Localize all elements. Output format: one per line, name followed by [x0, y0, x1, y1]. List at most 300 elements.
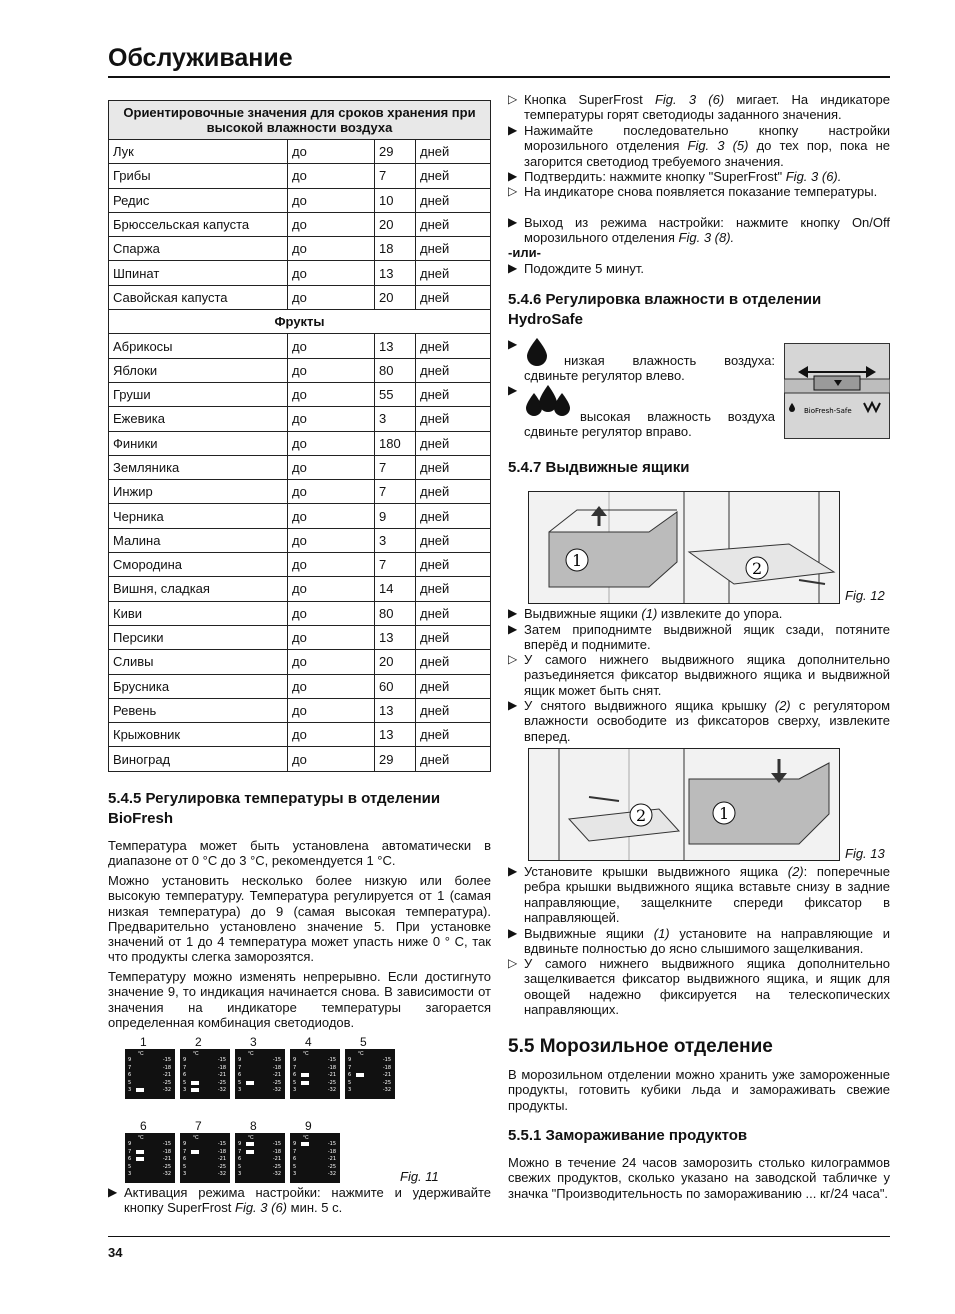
led-lit — [191, 1088, 199, 1092]
table-row — [109, 674, 491, 698]
led-lit — [301, 1142, 309, 1146]
action-marker: ▶ — [108, 1185, 118, 1199]
drawer-removal-figure — [528, 491, 840, 604]
scale-right-label: -15 — [327, 1141, 336, 1147]
table-cell: до — [288, 528, 375, 552]
list-item: ▷ Кнопка SuperFrost Fig. 3 (6) мигает. На индикаторе температуры горят светодиоды заданного значения. — [508, 92, 890, 123]
table-cell: до — [288, 601, 375, 625]
scale-right-label: -25 — [382, 1079, 391, 1086]
led-indicator-panel — [180, 1133, 230, 1183]
scale-right-label: -32 — [382, 1087, 391, 1093]
table-cell: до — [288, 723, 375, 747]
table-cell: Крыжовник — [109, 723, 288, 747]
scale-right-label: -25 — [217, 1079, 226, 1086]
table-cell: 7 — [375, 455, 416, 479]
table-row — [109, 504, 491, 528]
scale-left-label: 7 — [183, 1148, 187, 1155]
unit-label: °C — [248, 1051, 254, 1057]
figure-caption: Fig. 12 — [845, 588, 885, 603]
scale-left-label: 3 — [238, 1171, 242, 1177]
callout-1: 1 — [572, 551, 583, 570]
indicator-label: 2 — [195, 1035, 202, 1049]
scale-right-label: -25 — [162, 1079, 171, 1086]
scale-right-label: -32 — [327, 1171, 336, 1177]
led-lit — [246, 1150, 254, 1154]
scale-right-label: -18 — [162, 1064, 171, 1071]
table-cell: до — [288, 237, 375, 261]
led-indicator-panel — [125, 1133, 175, 1183]
table-row — [109, 455, 491, 479]
table-cell: Брусника — [109, 674, 288, 698]
table-cell: Вишня, сладкая — [109, 577, 288, 601]
table-row — [109, 553, 491, 577]
scale-left-label: 6 — [238, 1072, 242, 1078]
table-cell: Виноград — [109, 747, 288, 771]
table-row — [109, 601, 491, 625]
scale-right-label: -15 — [327, 1057, 336, 1063]
table-cell: 180 — [375, 431, 416, 455]
scale-left-label: 7 — [348, 1064, 352, 1071]
table-cell: 60 — [375, 674, 416, 698]
table-cell: 14 — [375, 577, 416, 601]
scale-left-label: 6 — [348, 1072, 352, 1078]
result-marker: ▷ — [508, 956, 518, 970]
table-cell: Земляника — [109, 455, 288, 479]
list-item: ▷ У самого нижнего выдвижного ящика дополнительно разъединяется фиксатор выдвижного ящика и выдвижной ящик может быть снят. — [508, 652, 890, 698]
or-text: -или- — [508, 245, 541, 260]
indicator-label: 9 — [305, 1119, 312, 1133]
table-cell: Ревень — [109, 698, 288, 722]
scale-right-label: -25 — [327, 1163, 336, 1170]
top-rule — [108, 76, 890, 78]
scale-right-label: -21 — [272, 1156, 281, 1162]
scale-right-label: -32 — [162, 1087, 171, 1093]
table-cell: до — [288, 625, 375, 649]
led-lit — [191, 1150, 199, 1154]
table-row — [109, 237, 491, 261]
scale-left-label: 3 — [183, 1171, 187, 1177]
scale-right-label: -25 — [327, 1079, 336, 1086]
unit-label: °C — [358, 1051, 364, 1057]
table-cell: дней — [416, 625, 491, 649]
action-marker: ▶ — [508, 864, 518, 878]
scale-left-label: 5 — [293, 1079, 297, 1086]
table-cell: 3 — [375, 407, 416, 431]
scale-left-label: 7 — [183, 1064, 187, 1071]
table-cell: дней — [416, 504, 491, 528]
scale-right-label: -32 — [162, 1171, 171, 1177]
table-row — [109, 285, 491, 309]
paragraph: Температура может быть установлена автоматически в диапазоне от 0 °C до 3 °C, рекомендуется 1 °C. — [108, 838, 491, 869]
table-cell: дней — [416, 650, 491, 674]
scale-left-label: 7 — [293, 1148, 297, 1155]
table-cell: 3 — [375, 528, 416, 552]
table-row — [109, 334, 491, 358]
table-cell: до — [288, 504, 375, 528]
scale-left-label: 6 — [128, 1072, 132, 1078]
scale-left-label: 9 — [238, 1141, 242, 1147]
scale-right-label: -25 — [162, 1163, 171, 1170]
low-humidity-text: низкая влажность воздуха: сдвиньте регулятор влево. — [524, 353, 775, 384]
table-row — [109, 407, 491, 431]
table-cell: Черника — [109, 504, 288, 528]
result-marker: ▷ — [508, 652, 518, 666]
table-cell: до — [288, 261, 375, 285]
action-marker: ▶ — [508, 698, 518, 712]
indicator-label: 5 — [360, 1035, 367, 1049]
table-cell: 13 — [375, 723, 416, 747]
table-cell: 20 — [375, 212, 416, 236]
unit-label: °C — [303, 1051, 309, 1057]
table-cell: дней — [416, 164, 491, 188]
paragraph: Можно в течение 24 часов заморозить столько килограммов свежих продуктов, сколько указано на заводской табличке у значка "Производительность по замораживанию ... кг/24 часа". — [508, 1155, 890, 1201]
table-row — [109, 188, 491, 212]
table-cell: дней — [416, 698, 491, 722]
scale-left-label: 9 — [348, 1057, 352, 1063]
scale-left-label: 7 — [128, 1148, 132, 1155]
table-cell: до — [288, 480, 375, 504]
scale-right-label: -21 — [382, 1072, 391, 1078]
scale-left-label: 9 — [128, 1141, 132, 1147]
list-item: ▷ На индикаторе снова появляется показание температуры. — [508, 184, 878, 199]
led-lit — [191, 1081, 199, 1085]
list-item: ▶ Активация режима настройки: нажмите и удерживайте кнопку SuperFrost Fig. 3 (6) мин. 5 с. — [108, 1185, 491, 1216]
table-cell: дней — [416, 747, 491, 771]
slider-label: BioFresh-Safe — [804, 407, 852, 415]
scale-right-label: -32 — [327, 1087, 336, 1093]
table-cell: до — [288, 285, 375, 309]
scale-left-label: 5 — [238, 1163, 242, 1170]
scale-right-label: -15 — [382, 1057, 391, 1063]
table-cell: до — [288, 407, 375, 431]
table-cell: дней — [416, 577, 491, 601]
indicator-label: 8 — [250, 1119, 257, 1133]
table-cell: Инжир — [109, 480, 288, 504]
indicator-label: 3 — [250, 1035, 257, 1049]
list-item: ▶ Выход из режима настройки: нажмите кнопку On/Off морозильного отделения Fig. 3 (8). — [508, 215, 890, 246]
scale-left-label: 7 — [293, 1064, 297, 1071]
scale-left-label: 3 — [128, 1171, 132, 1177]
fruit-section-header: Фрукты — [109, 310, 491, 334]
scale-right-label: -18 — [217, 1064, 226, 1071]
table-cell: дней — [416, 358, 491, 382]
action-marker: ▶ — [508, 123, 518, 137]
table-cell: до — [288, 431, 375, 455]
action-marker: ▶ — [508, 606, 518, 620]
table-cell: дней — [416, 334, 491, 358]
scale-left-label: 3 — [293, 1171, 297, 1177]
table-cell: 13 — [375, 698, 416, 722]
table-row — [109, 747, 491, 771]
list-item: ▶ Подтвердить: нажмите кнопку "SuperFrost" Fig. 3 (6). — [508, 169, 842, 184]
led-lit — [136, 1150, 144, 1154]
table-cell: Киви — [109, 601, 288, 625]
scale-left-label: 3 — [183, 1087, 187, 1093]
scale-right-label: -25 — [272, 1079, 281, 1086]
led-lit — [356, 1073, 364, 1077]
scale-right-label: -21 — [327, 1156, 336, 1162]
table-cell: дней — [416, 431, 491, 455]
table-cell: до — [288, 577, 375, 601]
led-indicator-panel — [180, 1049, 230, 1099]
table-cell: до — [288, 164, 375, 188]
scale-right-label: -15 — [162, 1141, 171, 1147]
high-humidity-text: высокая влажность воздуха сдвиньте регулятор вправо. — [524, 409, 775, 440]
table-row — [109, 698, 491, 722]
table-cell: дней — [416, 723, 491, 747]
table-cell: Грибы — [109, 164, 288, 188]
scale-right-label: -18 — [272, 1148, 281, 1155]
table-cell: 20 — [375, 285, 416, 309]
scale-right-label: -15 — [217, 1057, 226, 1063]
led-lit — [301, 1073, 309, 1077]
scale-right-label: -21 — [327, 1072, 336, 1078]
table-cell: 10 — [375, 188, 416, 212]
heading-551: 5.5.1 Замораживание продуктов — [508, 1127, 748, 1144]
table-cell: Финики — [109, 431, 288, 455]
list-item: ▶ Нажимайте последовательно кнопку настройки морозильного отделения Fig. 3 (5) до тех пор, пока не загорится светодиод требуемого значения. — [508, 123, 891, 169]
action-marker: ▶ — [508, 261, 518, 275]
callout-2: 2 — [752, 559, 763, 578]
list-item: ▶ Выдвижные ящики (1) извлеките до упора. — [508, 606, 783, 621]
table-cell: Смородина — [109, 553, 288, 577]
table-cell: 80 — [375, 358, 416, 382]
list-item: ▶ Выдвижные ящики (1) установите на направляющие и вдвиньте полностью до ясно слышимого защелкивания. — [508, 926, 890, 957]
table-header: Ориентировочные значения для сроков хранения при высокой влажности воздуха — [109, 101, 491, 140]
table-cell: до — [288, 747, 375, 771]
figure-caption: Fig. 13 — [845, 846, 885, 861]
table-cell: Шпинат — [109, 261, 288, 285]
action-marker: ▶ — [508, 215, 518, 229]
unit-label: °C — [138, 1135, 144, 1141]
scale-right-label: -15 — [162, 1057, 171, 1063]
led-lit — [246, 1081, 254, 1085]
scale-right-label: -32 — [272, 1171, 281, 1177]
led-indicator-panel — [290, 1133, 340, 1183]
table-row — [109, 650, 491, 674]
callout-1: 1 — [719, 804, 730, 823]
table-cell: 7 — [375, 553, 416, 577]
table-cell: 80 — [375, 601, 416, 625]
action-marker: ▶ — [508, 169, 518, 183]
result-marker: ▷ — [508, 92, 518, 106]
heading-55: 5.5 Морозильное отделение — [508, 1036, 773, 1057]
scale-left-label: 6 — [238, 1156, 242, 1162]
table-cell: дней — [416, 674, 491, 698]
scale-right-label: -32 — [217, 1087, 226, 1093]
scale-left-label: 3 — [128, 1087, 132, 1093]
table-row — [109, 358, 491, 382]
action-marker: ▶ — [508, 622, 518, 636]
indicator-label: 6 — [140, 1119, 147, 1133]
unit-label: °C — [193, 1135, 199, 1141]
table-cell: дней — [416, 480, 491, 504]
table-cell: до — [288, 698, 375, 722]
scale-left-label: 5 — [238, 1079, 242, 1086]
heading-545: 5.4.5 Регулировка температуры в отделении BioFresh — [108, 790, 441, 827]
led-lit — [136, 1088, 144, 1092]
table-row — [109, 723, 491, 747]
heading-546: 5.4.6 Регулировка влажности в отделении HydroSafe — [508, 291, 822, 328]
table-cell: Груши — [109, 382, 288, 406]
scale-left-label: 5 — [128, 1163, 132, 1170]
table-cell: до — [288, 140, 375, 164]
table-cell: дней — [416, 455, 491, 479]
scale-left-label: 3 — [348, 1087, 352, 1093]
table-cell: 13 — [375, 334, 416, 358]
scale-left-label: 7 — [238, 1064, 242, 1071]
scale-left-label: 6 — [183, 1156, 187, 1162]
scale-left-label: 6 — [128, 1156, 132, 1162]
list-item: ▶ У снятого выдвижного ящика крышку (2) с регулятором влажности освободите из фиксаторов сверху, извлеките вперед. — [508, 698, 891, 744]
table-row — [109, 431, 491, 455]
table-row — [109, 164, 491, 188]
result-marker: ▷ — [508, 184, 518, 198]
table-cell: 9 — [375, 504, 416, 528]
scale-left-label: 7 — [238, 1148, 242, 1155]
led-lit — [301, 1081, 309, 1085]
scale-right-label: -18 — [217, 1148, 226, 1155]
led-indicator-panel — [125, 1049, 175, 1099]
paragraph: Можно установить несколько более низкую или более высокую температуру. Температура регулируется от 1 (самая низкая температура) до 9 (самая высокая температура). Предварительно установлено значение 5. При установке значений от 1 до 4 температура может упасть ниже 0 ° C, так что продукты слегка заморозятся. — [108, 873, 491, 965]
table-cell: до — [288, 382, 375, 406]
table-cell: 55 — [375, 382, 416, 406]
scale-left-label: 5 — [293, 1163, 297, 1170]
table-cell: 29 — [375, 747, 416, 771]
table-row — [109, 577, 491, 601]
scale-right-label: -25 — [272, 1163, 281, 1170]
table-cell: дней — [416, 261, 491, 285]
list-item: ▶ Затем приподнимте выдвижной ящик сзади, потяните вперёд и поднимите. — [508, 622, 890, 653]
led-indicator-panel — [235, 1133, 285, 1183]
table-cell: до — [288, 650, 375, 674]
scale-right-label: -21 — [217, 1156, 226, 1162]
table-cell: Сливы — [109, 650, 288, 674]
scale-left-label: 9 — [183, 1141, 187, 1147]
unit-label: °C — [303, 1135, 309, 1141]
table-row — [109, 261, 491, 285]
table-cell: Лук — [109, 140, 288, 164]
table-cell: до — [288, 212, 375, 236]
led-indicator-panel — [290, 1049, 340, 1099]
scale-left-label: 6 — [183, 1072, 187, 1078]
table-cell: дней — [416, 212, 491, 236]
list-item: ▷ У самого нижнего выдвижного ящика дополнительно защелкивается фиксатор выдвижного ящика, и ящик для овощей надежно фиксируется на телескопических направляющих. — [508, 956, 890, 1017]
table-cell: дней — [416, 285, 491, 309]
storage-table — [108, 100, 491, 772]
table-cell: Брюссельская капуста — [109, 212, 288, 236]
scale-right-label: -21 — [162, 1156, 171, 1162]
table-cell: 20 — [375, 650, 416, 674]
drawer-install-figure — [528, 748, 840, 861]
table-cell: 13 — [375, 261, 416, 285]
scale-right-label: -18 — [162, 1148, 171, 1155]
table-row — [109, 480, 491, 504]
scale-left-label: 9 — [293, 1141, 297, 1147]
scale-left-label: 9 — [128, 1057, 132, 1063]
scale-right-label: -15 — [272, 1057, 281, 1063]
table-cell: дней — [416, 601, 491, 625]
figure-caption: Fig. 11 — [400, 1169, 439, 1184]
bottom-rule — [108, 1236, 890, 1237]
scale-right-label: -21 — [162, 1072, 171, 1078]
scale-left-label: 3 — [238, 1087, 242, 1093]
scale-right-label: -32 — [217, 1171, 226, 1177]
led-indicator-panel — [345, 1049, 395, 1099]
page-title: Обслуживание — [108, 44, 293, 72]
table-cell: Персики — [109, 625, 288, 649]
list-item: ▶ Подождите 5 минут. — [508, 261, 644, 276]
scale-right-label: -18 — [327, 1064, 336, 1071]
action-marker: ▶ — [508, 926, 518, 940]
callout-2: 2 — [636, 806, 647, 825]
table-row — [109, 382, 491, 406]
table-cell: дней — [416, 188, 491, 212]
table-cell: Савойская капуста — [109, 285, 288, 309]
led-lit — [136, 1157, 144, 1161]
table-cell: дней — [416, 237, 491, 261]
scale-left-label: 9 — [238, 1057, 242, 1063]
led-lit — [246, 1142, 254, 1146]
table-cell: дней — [416, 528, 491, 552]
scale-left-label: 3 — [293, 1087, 297, 1093]
table-cell: 7 — [375, 480, 416, 504]
scale-left-label: 7 — [128, 1064, 132, 1071]
scale-right-label: -18 — [272, 1064, 281, 1071]
table-row — [109, 625, 491, 649]
indicator-label: 7 — [195, 1119, 202, 1133]
indicator-label: 4 — [305, 1035, 312, 1049]
led-indicator-panel — [235, 1049, 285, 1099]
scale-left-label: 6 — [293, 1156, 297, 1162]
scale-left-label: 6 — [293, 1072, 297, 1078]
action-marker: ▶ — [508, 337, 518, 351]
scale-right-label: -32 — [272, 1087, 281, 1093]
table-cell: дней — [416, 140, 491, 164]
table-cell: Редис — [109, 188, 288, 212]
table-cell: Малина — [109, 528, 288, 552]
heading-547: 5.4.7 Выдвижные ящики — [508, 459, 690, 476]
scale-right-label: -21 — [217, 1072, 226, 1078]
table-cell: 18 — [375, 237, 416, 261]
paragraph: В морозильном отделении можно хранить уже замороженные продукты, готовить кубики льда и замораживать свежие продукты. — [508, 1067, 890, 1113]
scale-right-label: -18 — [382, 1064, 391, 1071]
table-cell: 7 — [375, 164, 416, 188]
humidity-slider-illustration — [784, 343, 890, 439]
table-cell: дней — [416, 382, 491, 406]
scale-left-label: 5 — [183, 1163, 187, 1170]
scale-left-label: 9 — [293, 1057, 297, 1063]
unit-label: °C — [138, 1051, 144, 1057]
table-cell: до — [288, 553, 375, 577]
table-cell: Яблоки — [109, 358, 288, 382]
scale-right-label: -15 — [217, 1141, 226, 1147]
table-row — [109, 140, 491, 164]
action-marker: ▶ — [508, 383, 518, 397]
scale-right-label: -25 — [217, 1163, 226, 1170]
table-row — [109, 528, 491, 552]
table-cell: до — [288, 188, 375, 212]
unit-label: °C — [193, 1051, 199, 1057]
scale-right-label: -21 — [272, 1072, 281, 1078]
scale-left-label: 5 — [128, 1079, 132, 1086]
table-cell: до — [288, 334, 375, 358]
table-cell: до — [288, 674, 375, 698]
table-cell: Ежевика — [109, 407, 288, 431]
paragraph: Температуру можно изменять непрерывно. Если достигнуто значение 9, то индикация начинается снова. В зависимости от значения на индикаторе температуры загорается определенная комбинация светодиодов. — [108, 969, 491, 1030]
page-number: 34 — [108, 1245, 123, 1260]
list-item: ▶ Установите крышки выдвижного ящика (2): поперечные ребра крышки выдвижного ящика вставьте снизу в задние направляющие, защелкните спереди фиксатор в направляющей. — [508, 864, 890, 925]
